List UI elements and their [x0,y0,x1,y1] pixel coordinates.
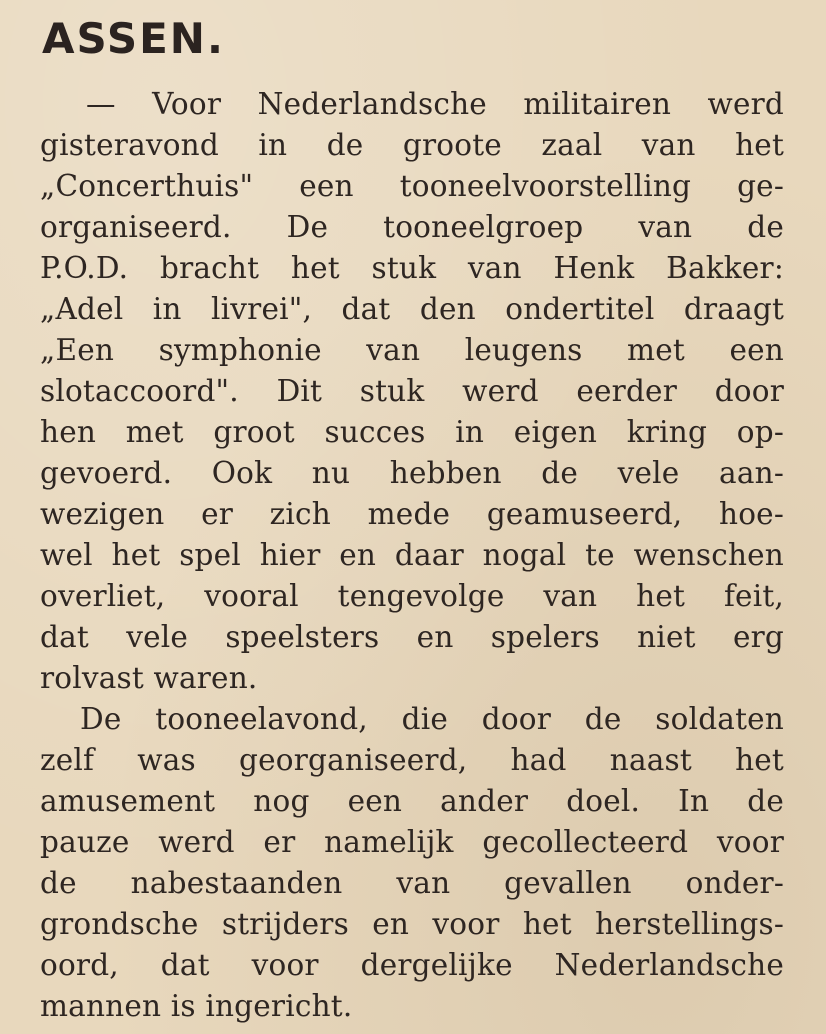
text-line: gevoerd. Ook nu hebben de vele aan- [40,456,784,490]
text-line: slotaccoord". Dit stuk werd eerder door [40,374,784,408]
text-line: — Voor Nederlandsche militairen werd [86,87,784,121]
text-line: overliet, vooral tengevolge van het feit, [40,579,784,613]
article-body [40,84,784,1027]
text-line: De tooneelavond, die door de soldaten [80,702,784,736]
text-line: de nabestaanden van gevallen onder- [40,866,784,900]
text-line: zelf was georganiseerd, had naast het [40,743,784,777]
paragraph-1 [40,84,784,699]
paragraph-2 [40,699,784,1027]
text-line: P.O.D. bracht het stuk van Henk Bakker: [40,251,784,285]
text-line: grondsche strijders en voor het herstellings- [40,907,784,941]
text-line: gisteravond in de groote zaal van het [40,128,784,162]
text-line: organiseerd. De tooneelgroep van de [40,210,784,244]
text-line: pauze werd er namelijk gecollecteerd voor [40,825,784,859]
article-heading: ASSEN. [42,14,225,63]
text-line: wezigen er zich mede geamuseerd, hoe- [40,497,784,531]
text-line: „Concerthuis" een tooneelvoorstelling ge- [40,169,784,203]
text-line: „Een symphonie van leugens met een [40,333,784,367]
text-line: „Adel in livrei", dat den ondertitel draagt [40,292,784,326]
text-line: dat vele speelsters en spelers niet erg [40,620,784,654]
text-line: mannen is ingericht. [40,989,353,1023]
text-line: wel het spel hier en daar nogal te wenschen [40,538,784,572]
text-line: hen met groot succes in eigen kring op- [40,415,784,449]
text-line: rolvast waren. [40,661,258,695]
text-line: amusement nog een ander doel. In de [40,784,784,818]
text-line: oord, dat voor dergelijke Nederlandsche [40,948,784,982]
